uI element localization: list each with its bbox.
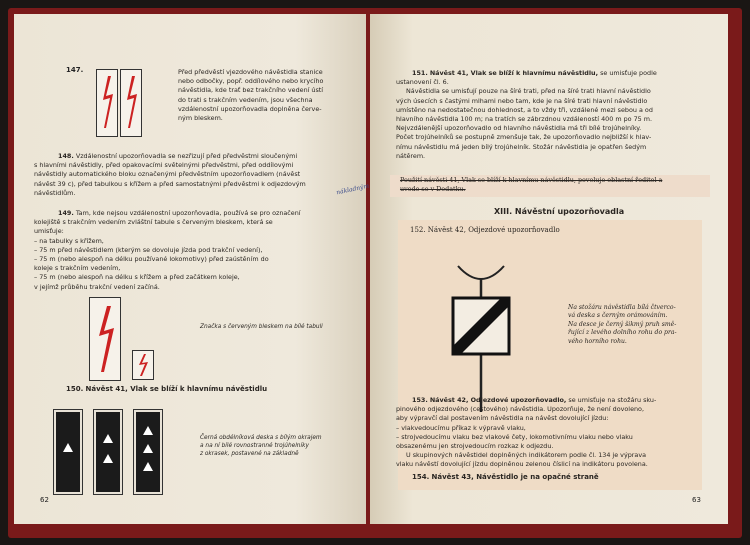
para-151: 151. Návěst 41, Vlak se blíží k hlavnímu návěstidlu, se umisťuje podle ustanovení čl. 6. Návěstidla se umisťují pouze na šíré trati, před na šíré trati hlavní návěstidlo vých úsecích s častými mlhami nebo tam, kde je na šíré trati hlavní návěstidlo umístěno na nedostatečnou dohlednost, a to vždy tři, vzdálené mezi sebou a od hlavního návěstidla 100 m; na tratích se zábrzdnou vzdáleností 400 m po 75 m. Nejvzdálenější upozorňovadlo od hlavního návěstidla má tři bílé trojúhelníky. Počet trojúhelníků se postupně zmenšuje tak, že upozorňovadlo nejbližší k hlav- nímu návěstidlu má jeden bílý trojúhelník. Stožár návěstidla je opatřen šedým nátěrem. bbox=[396, 69, 657, 160]
red-lightning-icon bbox=[121, 70, 141, 136]
para-147-number: 147. bbox=[66, 66, 84, 74]
caption-152: Na stožáru návěstidla bílá čtverco- vá deska s černým orámováním. Na desce je černý šikmý pruh smě- řující z levého dolního rohu do pra- vého horního rohu. bbox=[568, 304, 677, 345]
struck-amendment-text: Použití návěsti 41, Vlak se blíží k hlavnímu návěstidlu, povoluje oblastní ředitel a uvede se v Dodatku. bbox=[400, 176, 663, 194]
right-page bbox=[370, 14, 728, 524]
para-154-heading: 154. Návěst 43, Návěstidlo je na opačné straně bbox=[412, 473, 599, 481]
left-page bbox=[14, 14, 370, 524]
lightning-board-large bbox=[89, 297, 121, 381]
lightning-board-small bbox=[132, 350, 154, 380]
page-number-left: 62 bbox=[40, 496, 49, 504]
approach-board-2 bbox=[94, 410, 122, 494]
section-xiii-title: XIII. Návěstní upozorňovadla bbox=[494, 207, 625, 216]
approach-board-1 bbox=[54, 410, 82, 494]
para-147-text: Před předvěstí vjezdového návěstidla stanice nebo odbočky, popř. oddílového nebo krycího návěstidla, kde trať bez trakčního vedení ústí do trati s trakčním vedením, jsou všechna vzdálenostní upozorňovadla doplněna červe- ným bleskem. bbox=[178, 68, 324, 123]
lightning-sign-2 bbox=[120, 69, 142, 137]
caption-149: Značka s červeným bleskem na bílé tabuli bbox=[200, 324, 323, 330]
approach-board-3 bbox=[134, 410, 162, 494]
white-triangle-icon bbox=[96, 412, 120, 492]
white-triangle-icon bbox=[56, 412, 80, 492]
red-lightning-icon bbox=[90, 298, 120, 380]
page-number-right: 63 bbox=[692, 496, 701, 504]
red-lightning-icon bbox=[133, 351, 153, 379]
para-149: 149. Tam, kde nejsou vzdálenostní upozorňovadla, používá se pro označení kolejiště s trakčním vedením zvláštní tabule s červeným bleskem, která se umisťuje: – na tabulky s křížem, – 75 m před návěstidlem (kterým se dovoluje jízda pod trakční vedení), – 75 m (nebo alespoň na délku používané lokomotivy) před zaústěním do koleje s trakčním vedením, – 75 m (nebo alespoň na délku s křížem a před začátkem koleje, v jejímž průběhu trakční vedení začíná. bbox=[34, 209, 301, 291]
para-148: 148. Vzdálenostní upozorňovadla se nezřizují před předvěstmi sloučenými s hlavními návěstidly, před opakovacími světelnými předvěstmi, před oddílovými návěstidly automatického bloku označenými předvěstním upozorňovadlem (návěst návěst 39 c), před tabulkou s křížem a před samostatnými předvěstmi k odjezdovým návěstidlům. bbox=[34, 152, 306, 197]
lightning-sign-1 bbox=[96, 69, 118, 137]
para-153: 153. Návěst 42, Odjezdové upozorňovadlo, se umisťuje na stožáru sku- pinového odjezdového (cestového) návěstidla. Upozorňuje, že není dovoleno, aby výpravčí dal postavením návěstidla na návěst dovolující jízdu: – vlakvedoucímu příkaz k výpravě vlaku, – strojvedoucímu vlaku bez vlakové čety, lokomotivnímu vlaku nebo vlaku obsazenému jen strojvedoucím rozkaz k odjezdu. U skupinových návěstidel doplněných indikátorem podle čl. 134 je výprava vlaku návěstí dovolující jízdu doplněnou zelenou číslicí na indikátoru povolena. bbox=[396, 396, 657, 469]
red-lightning-icon bbox=[97, 70, 117, 136]
departure-marker-drawing bbox=[438, 252, 524, 412]
handwritten-note: nákladným bbox=[335, 182, 370, 197]
para-152-title: 152. Návěst 42, Odjezdové upozorňovadlo bbox=[410, 226, 560, 234]
caption-150: Černá obdélníková deska s bílým okrajem a na ní bílé rovnostranné trojúhelníky z okrasek, postavené na základně bbox=[200, 435, 322, 458]
para-150-heading: 150. Návěst 41, Vlak se blíží k hlavnímu návěstidlu bbox=[66, 385, 268, 393]
white-triangle-icon bbox=[136, 412, 160, 492]
